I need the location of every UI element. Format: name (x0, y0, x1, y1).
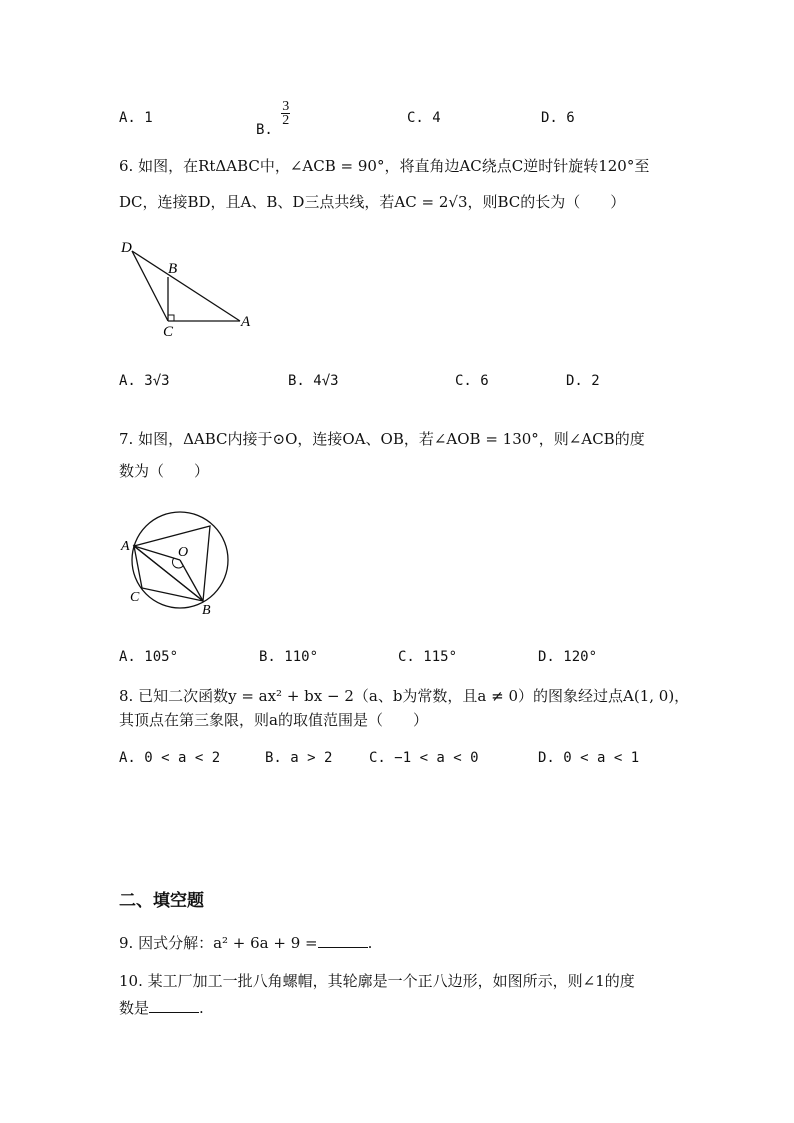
q7-option-d: D. 120° (538, 649, 598, 665)
q7-option-c: C. 115° (398, 649, 458, 665)
q10-line-2: 数是 (119, 999, 150, 1017)
q5-option-d: D. 6 (541, 110, 575, 126)
q7-option-b: B. 110° (259, 649, 319, 665)
triangle-outline (134, 526, 210, 601)
line-da (132, 251, 240, 321)
label-a: A (121, 539, 130, 554)
q10-line-1: 10. 某工厂加工一批八角螺帽，其轮廓是一个正八边形，如图所示，则∠1的度 (119, 972, 635, 990)
right-angle-mark (168, 315, 174, 321)
label-c: C (163, 324, 174, 340)
q7-circle-figure (116, 508, 236, 620)
q8-option-b: B. a > 2 (265, 750, 333, 766)
label-b: B (168, 261, 178, 277)
q5-option-b (256, 99, 290, 138)
q5-option-a: A. 1 (119, 110, 153, 126)
q6-triangle-figure (118, 236, 258, 340)
label-b: B (202, 603, 211, 618)
q5-option-b-prefix: B. (256, 121, 273, 138)
q6-option-c: C. 6 (455, 373, 489, 389)
label-c: C (130, 590, 140, 605)
label-a: A (241, 314, 251, 330)
segment-ob (180, 560, 203, 601)
q9 (119, 933, 372, 953)
fraction-denominator: 2 (282, 113, 290, 128)
q8-option-c: C. −1 < a < 0 (369, 750, 479, 766)
q10-end: . (199, 999, 204, 1017)
q6-line-1: 6. 如图，在RtΔABC中，∠ACB = 90°，将直角边AC绕点C逆时针旋转120°至 (119, 157, 650, 175)
q6-option-d: D. 2 (566, 373, 600, 389)
q8-line-1: 8. 已知二次函数y = ax² + bx − 2（a、b为常数，且a ≠ 0）的图象经过点A(1, 0)， (119, 687, 690, 705)
segment-oa (134, 546, 180, 560)
q10-line-2-wrap (119, 998, 204, 1018)
q9-text: 9. 因式分解：a² + 6a + 9 = (119, 934, 318, 952)
q7-line-2: 数为（ ） (119, 462, 210, 480)
line-dc (132, 251, 168, 321)
label-d: D (121, 240, 132, 256)
q9-end: . (367, 934, 373, 952)
q6-option-a: A. 3√3 (119, 373, 170, 389)
q8-option-a: A. 0 < a < 2 (119, 750, 221, 766)
section-title: 二、填空题 (119, 891, 204, 911)
label-o: O (178, 545, 189, 560)
q10-answer-blank[interactable] (149, 1012, 199, 1013)
q9-answer-blank[interactable] (318, 947, 368, 948)
fraction-numerator: 3 (282, 99, 290, 114)
q6-line-2: DC，连接BD，且A、B、D三点共线，若AC = 2√3，则BC的长为（ ） (119, 193, 626, 211)
q5-option-b-fraction (281, 100, 290, 127)
q6-option-b: B. 4√3 (288, 373, 339, 389)
q5-option-c: C. 4 (407, 110, 441, 126)
q7-option-a: A. 105° (119, 649, 179, 665)
q7-line-1: 7. 如图，ΔABC内接于⊙O，连接OA、OB，若∠AOB = 130°，则∠ACB的度 (119, 430, 645, 448)
q8-line-2: 其顶点在第三象限，则a的取值范围是（ ） (119, 711, 428, 729)
q8-option-d: D. 0 < a < 1 (538, 750, 640, 766)
